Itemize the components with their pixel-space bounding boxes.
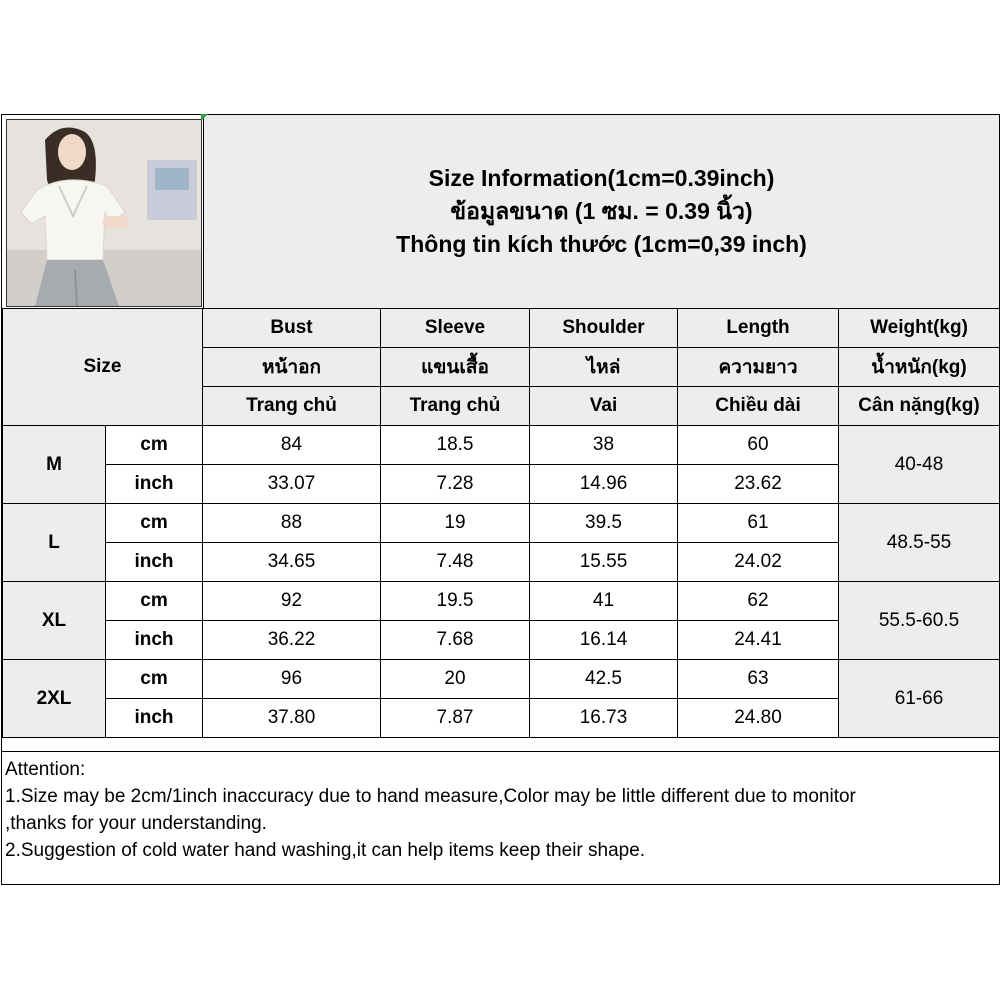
attention-notes xyxy=(2,751,999,885)
col-length-th: ความยาว xyxy=(678,348,839,387)
model-wearing-top-illustration xyxy=(7,120,201,306)
col-shoulder-th: ไหล่ xyxy=(530,348,678,387)
cell-shoulder-inch: 16.73 xyxy=(530,699,678,738)
title-vietnamese: Thông tin kích thước (1cm=0,39 inch) xyxy=(396,231,807,257)
unit-cm: cm xyxy=(106,660,203,699)
cell-shoulder-inch: 15.55 xyxy=(530,543,678,582)
cell-length-inch: 24.41 xyxy=(678,621,839,660)
table-row xyxy=(3,660,1000,699)
cell-length-cm: 62 xyxy=(678,582,839,621)
unit-inch: inch xyxy=(106,465,203,504)
cell-length-cm: 60 xyxy=(678,426,839,465)
col-bust-vi: Trang chủ xyxy=(203,387,381,426)
col-bust-en: Bust xyxy=(203,309,381,348)
cell-sleeve-inch: 7.48 xyxy=(381,543,530,582)
table-row xyxy=(3,504,1000,543)
size-label-xl: XL xyxy=(3,582,106,660)
chart-header xyxy=(2,115,999,308)
cell-shoulder-cm: 41 xyxy=(530,582,678,621)
cell-weight: 55.5-60.5 xyxy=(839,582,1000,660)
unit-cm: cm xyxy=(106,426,203,465)
unit-inch: inch xyxy=(106,543,203,582)
cell-sleeve-cm: 19 xyxy=(381,504,530,543)
cell-bust-inch: 36.22 xyxy=(203,621,381,660)
col-length-en: Length xyxy=(678,309,839,348)
size-label-l: L xyxy=(3,504,106,582)
cell-bust-inch: 34.65 xyxy=(203,543,381,582)
table-row xyxy=(3,426,1000,465)
col-bust-th: หน้าอก xyxy=(203,348,381,387)
title-english: Size Information(1cm=0.39inch) xyxy=(428,165,775,191)
product-photo xyxy=(6,119,202,307)
cell-bust-cm: 88 xyxy=(203,504,381,543)
cell-sleeve-cm: 18.5 xyxy=(381,426,530,465)
col-sleeve-vi: Trang chủ xyxy=(381,387,530,426)
col-shoulder-en: Shoulder xyxy=(530,309,678,348)
cell-sleeve-inch: 7.28 xyxy=(381,465,530,504)
size-header-cell: Size xyxy=(3,309,203,426)
cell-weight: 48.5-55 xyxy=(839,504,1000,582)
cell-sleeve-cm: 20 xyxy=(381,660,530,699)
cell-sleeve-inch: 7.68 xyxy=(381,621,530,660)
unit-inch: inch xyxy=(106,699,203,738)
cell-length-inch: 24.80 xyxy=(678,699,839,738)
notes-heading: Attention: xyxy=(5,759,86,780)
cell-shoulder-cm: 38 xyxy=(530,426,678,465)
col-weight-vi: Cân nặng(kg) xyxy=(839,387,1000,426)
cell-bust-cm: 96 xyxy=(203,660,381,699)
cell-corner-marker xyxy=(201,114,208,121)
cell-bust-inch: 37.80 xyxy=(203,699,381,738)
cell-shoulder-cm: 39.5 xyxy=(530,504,678,543)
cell-bust-inch: 33.07 xyxy=(203,465,381,504)
size-label-2xl: 2XL xyxy=(3,660,106,738)
cell-weight: 61-66 xyxy=(839,660,1000,738)
col-weight-en: Weight(kg) xyxy=(839,309,1000,348)
cell-weight: 40-48 xyxy=(839,426,1000,504)
note-line-1-continued: ,thanks for your understanding. xyxy=(5,813,267,834)
size-info-title-box xyxy=(203,115,999,308)
cell-length-inch: 23.62 xyxy=(678,465,839,504)
cell-sleeve-inch: 7.87 xyxy=(381,699,530,738)
unit-inch: inch xyxy=(106,621,203,660)
col-sleeve-th: แขนเสื้อ xyxy=(381,348,530,387)
unit-cm: cm xyxy=(106,582,203,621)
col-shoulder-vi: Vai xyxy=(530,387,678,426)
cell-shoulder-inch: 16.14 xyxy=(530,621,678,660)
cell-shoulder-cm: 42.5 xyxy=(530,660,678,699)
col-weight-th: น้ำหนัก(kg) xyxy=(839,348,1000,387)
col-length-vi: Chiều dài xyxy=(678,387,839,426)
size-table xyxy=(2,308,1000,738)
cell-sleeve-cm: 19.5 xyxy=(381,582,530,621)
cell-bust-cm: 84 xyxy=(203,426,381,465)
note-line-1: 1.Size may be 2cm/1inch inaccuracy due to hand measure,Color may be little different due to monitor xyxy=(5,786,856,807)
note-line-2: 2.Suggestion of cold water hand washing,it can help items keep their shape. xyxy=(5,840,646,861)
cell-length-cm: 63 xyxy=(678,660,839,699)
cell-length-cm: 61 xyxy=(678,504,839,543)
cell-bust-cm: 92 xyxy=(203,582,381,621)
cell-shoulder-inch: 14.96 xyxy=(530,465,678,504)
col-sleeve-en: Sleeve xyxy=(381,309,530,348)
unit-cm: cm xyxy=(106,504,203,543)
header-row-english xyxy=(3,309,1000,348)
title-thai: ข้อมูลขนาด (1 ซม. = 0.39 นิ้ว) xyxy=(450,198,753,224)
table-row xyxy=(3,582,1000,621)
size-chart-sheet xyxy=(1,114,1000,885)
size-label-m: M xyxy=(3,426,106,504)
cell-length-inch: 24.02 xyxy=(678,543,839,582)
